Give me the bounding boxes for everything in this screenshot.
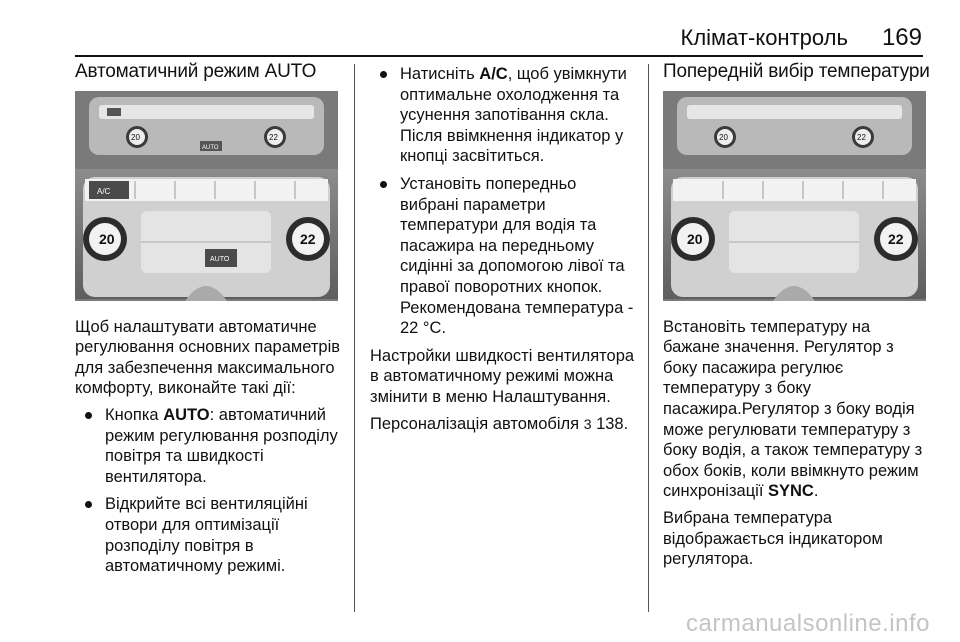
- column-divider-2: [648, 64, 649, 612]
- list-item: [370, 174, 638, 339]
- section-heading-temperature: Попередній вибір температури: [663, 61, 930, 82]
- bullet-text: Установіть попередньо вибрані параметри температури для водія та пасажира на передньому сидінні за допомогою лівої та правої поворотних кнопок. Рекомендована температура - 22 °C.: [400, 174, 634, 338]
- panel-ac-label: A/C: [97, 186, 111, 196]
- fan-speed-paragraph: Настройки швидкості вентилятора в автоматичному режимі можна змінити в меню Налаштування.: [370, 346, 635, 406]
- bullet-text: : автоматичний режим регулювання розподілу повітря та швидкості вентилятора.: [105, 405, 338, 486]
- panel-right-temp: 22: [300, 230, 316, 247]
- climate-panel-temperature-image: [663, 91, 926, 301]
- page-number: 169: [881, 24, 922, 51]
- personalization-link[interactable]: [370, 414, 638, 435]
- auto-button-label: AUTO: [163, 405, 210, 424]
- bullet-dot: [85, 501, 92, 508]
- temperature-text-end: .: [813, 482, 819, 501]
- climate-panel-auto-image: [75, 91, 338, 301]
- bullet-text: Відкрийте всі вентиляційні отвори для оптимізації розподілу повітря в автоматичному режимі.: [105, 495, 308, 576]
- panel-auto-label: AUTO: [210, 255, 230, 263]
- panel-top-left-temp: 20: [131, 132, 140, 142]
- panel-top-auto-label: AUTO: [202, 144, 219, 151]
- header-title: Клімат-контроль: [680, 25, 848, 50]
- bullet-dot: [85, 412, 92, 419]
- page-header: [681, 24, 923, 52]
- bullet-list-1: [75, 405, 343, 577]
- column-divider-1: [354, 64, 355, 612]
- list-item: [75, 405, 343, 487]
- list-item: [370, 64, 638, 167]
- column-1: [75, 62, 343, 584]
- personalization-text: Персоналізація автомобіля: [370, 414, 584, 433]
- bullet-list-2: [370, 64, 638, 339]
- panel-top-right-temp: 22: [857, 132, 866, 142]
- bullet-text-prefix: Кнопка: [105, 405, 164, 424]
- watermark: carmanualsonline.info: [686, 610, 930, 637]
- page-reference-arrow-icon: 3: [583, 415, 592, 432]
- page-reference: 138.: [591, 414, 629, 433]
- temperature-paragraph: [663, 317, 931, 502]
- ac-button-label: A/C: [479, 65, 508, 83]
- indicator-paragraph: Вибрана температура відображається індикатором регулятора.: [663, 508, 883, 569]
- panel-left-temp: 20: [687, 230, 703, 247]
- panel-top-right-temp: 22: [269, 132, 278, 142]
- header-rule: [75, 55, 923, 57]
- bullet-text-prefix: Натисніть: [400, 65, 480, 83]
- list-item: [75, 494, 343, 576]
- bullet-dot: [380, 71, 387, 78]
- bullet-dot: [380, 181, 387, 188]
- sync-label: SYNC: [768, 482, 814, 501]
- column-3: [663, 62, 931, 576]
- panel-top-left-temp: 20: [719, 132, 728, 142]
- temperature-text: Встановіть температуру на бажане значення. Регулятор з боку пасажира регулює температуру з боку пасажира.Регулятор з боку водія може регулювати температуру з боку водія, а також температуру з обох боків, коли ввімкнуто режим синхронізації: [663, 317, 923, 501]
- intro-paragraph: Щоб налаштувати автоматичне регулювання основних параметрів для забезпечення максимального комфорту, виконайте такі дії:: [75, 317, 341, 398]
- panel-left-temp: 20: [99, 230, 115, 247]
- panel-right-temp: 22: [888, 230, 904, 247]
- section-heading-auto: Автоматичний режим AUTO: [75, 61, 317, 82]
- bullet-text: , щоб увімкнути оптимальне охолодження та усунення запотівання скла. Після ввімкнення індикатор у кнопці засвітиться.: [400, 65, 627, 166]
- column-2: [370, 62, 638, 440]
